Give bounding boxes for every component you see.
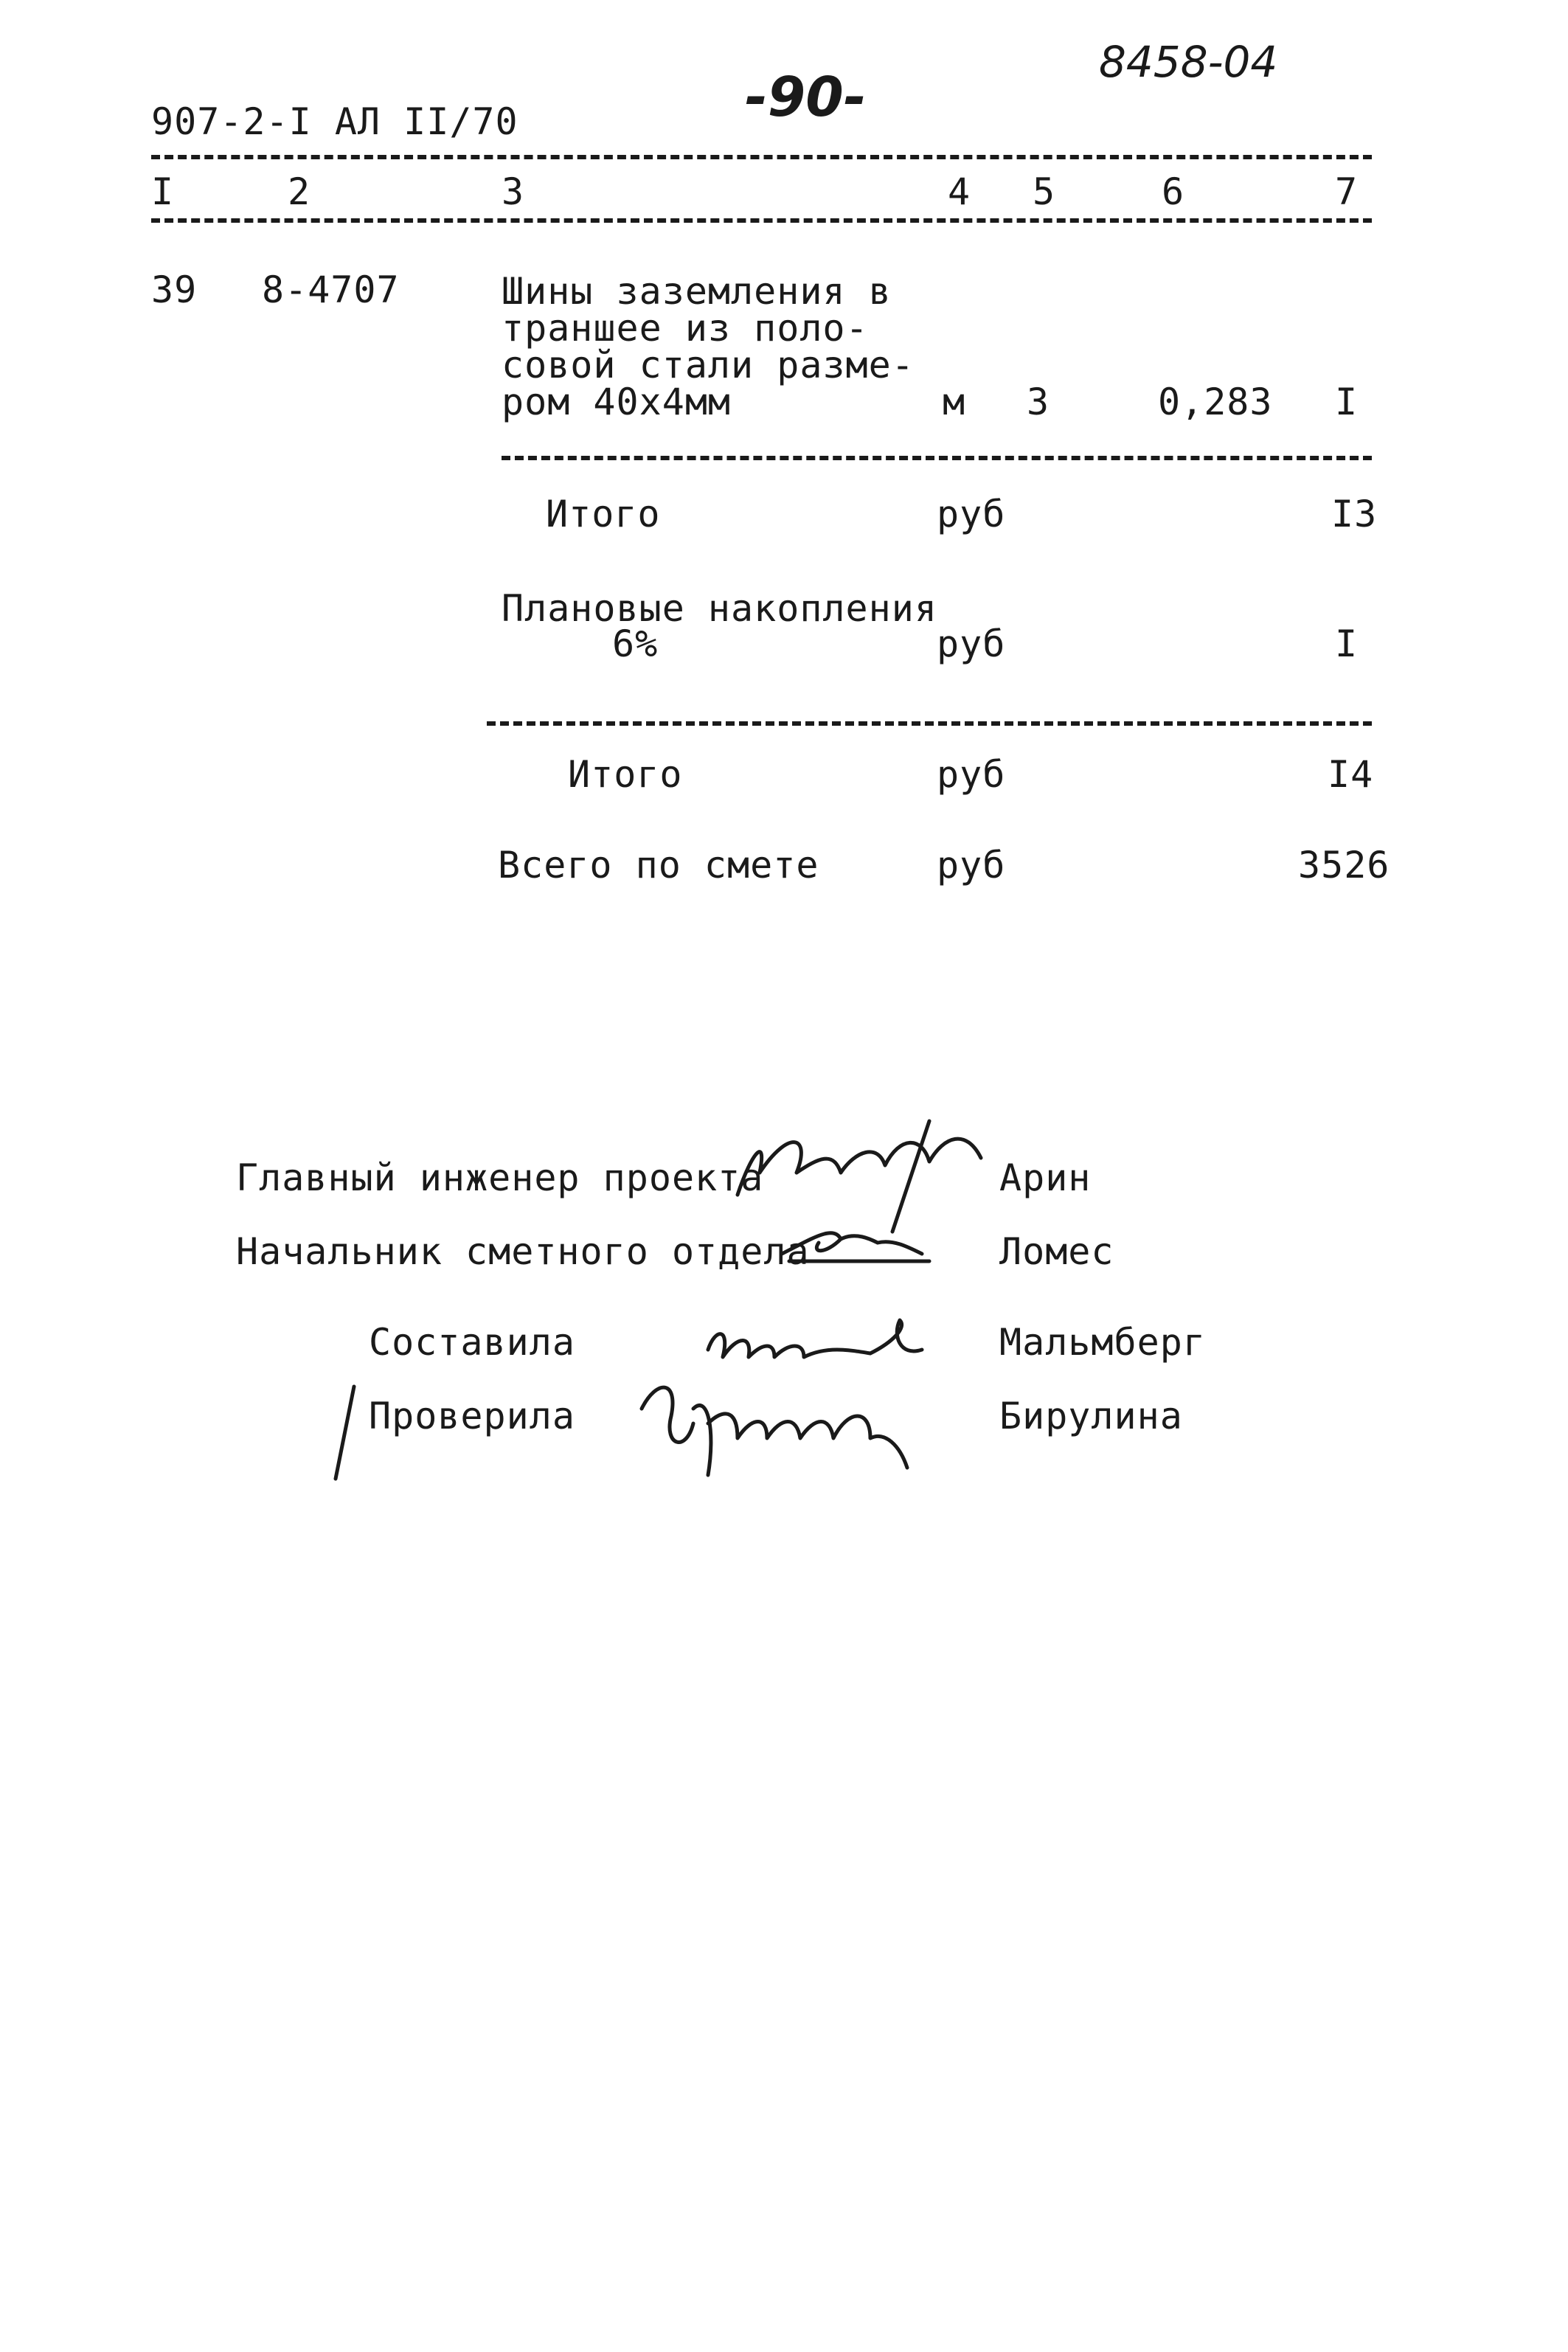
page-number: -90-: [745, 66, 867, 129]
column-number-4: 4: [948, 170, 971, 213]
row-bottom-rule: [502, 456, 1372, 460]
column-number-5: 5: [1033, 170, 1056, 213]
check-mark-stroke: [325, 1379, 369, 1490]
row-rate: 0,283: [1158, 381, 1273, 423]
document-number: 907-2-I АЛ II/70: [151, 100, 518, 143]
header-bottom-rule: [151, 218, 1372, 223]
row-cost: I: [1335, 381, 1359, 423]
row-description-line: траншее из поло-: [502, 307, 869, 350]
estimate-head-title: Начальник сметного отдела: [236, 1230, 810, 1273]
subtotal-label: Итого: [546, 493, 661, 535]
checked-by-signature: [627, 1364, 937, 1505]
chief-engineer-title: Главный инженер проекта: [236, 1156, 764, 1199]
row-number: 39: [151, 268, 198, 311]
row-code: 8-4707: [262, 268, 400, 311]
total-value: I4: [1328, 753, 1374, 796]
subtotal-unit: руб: [937, 493, 1006, 535]
header-top-rule: [151, 155, 1372, 159]
planned-savings-unit: руб: [937, 622, 1006, 665]
column-number-1: I: [151, 170, 175, 213]
planned-savings-label: Плановые накопления: [502, 587, 937, 630]
checked-by-title: Проверила: [369, 1395, 575, 1437]
estimate-head-signature: [767, 1210, 944, 1276]
compiled-by-name: Мальмберг: [999, 1321, 1206, 1364]
row-description-line: Шины заземления в: [502, 270, 892, 313]
column-number-7: 7: [1335, 170, 1359, 213]
row-unit: м: [943, 381, 966, 423]
total-label: Итого: [568, 753, 683, 796]
summary-rule: [487, 721, 1372, 726]
planned-savings-percent: 6%: [612, 622, 659, 665]
grand-total-unit: руб: [937, 844, 1006, 887]
subtotal-value: I3: [1331, 493, 1378, 535]
row-quantity: 3: [1027, 381, 1050, 423]
grand-total-value: 3526: [1298, 844, 1390, 887]
archive-number: 8458-04: [1099, 37, 1278, 87]
compiled-by-title: Составила: [369, 1321, 575, 1364]
planned-savings-value: I: [1335, 622, 1359, 665]
row-description-line: ром 40х4мм: [502, 381, 732, 423]
total-unit: руб: [937, 753, 1006, 796]
row-description-line: совой стали разме-: [502, 344, 915, 386]
estimate-head-name: Ломес: [999, 1230, 1114, 1273]
chief-engineer-name: Арин: [999, 1156, 1092, 1199]
column-number-2: 2: [288, 170, 311, 213]
column-number-6: 6: [1162, 170, 1185, 213]
checked-by-name: Бирулина: [999, 1395, 1183, 1437]
column-number-3: 3: [502, 170, 525, 213]
grand-total-label: Всего по смете: [498, 844, 819, 887]
